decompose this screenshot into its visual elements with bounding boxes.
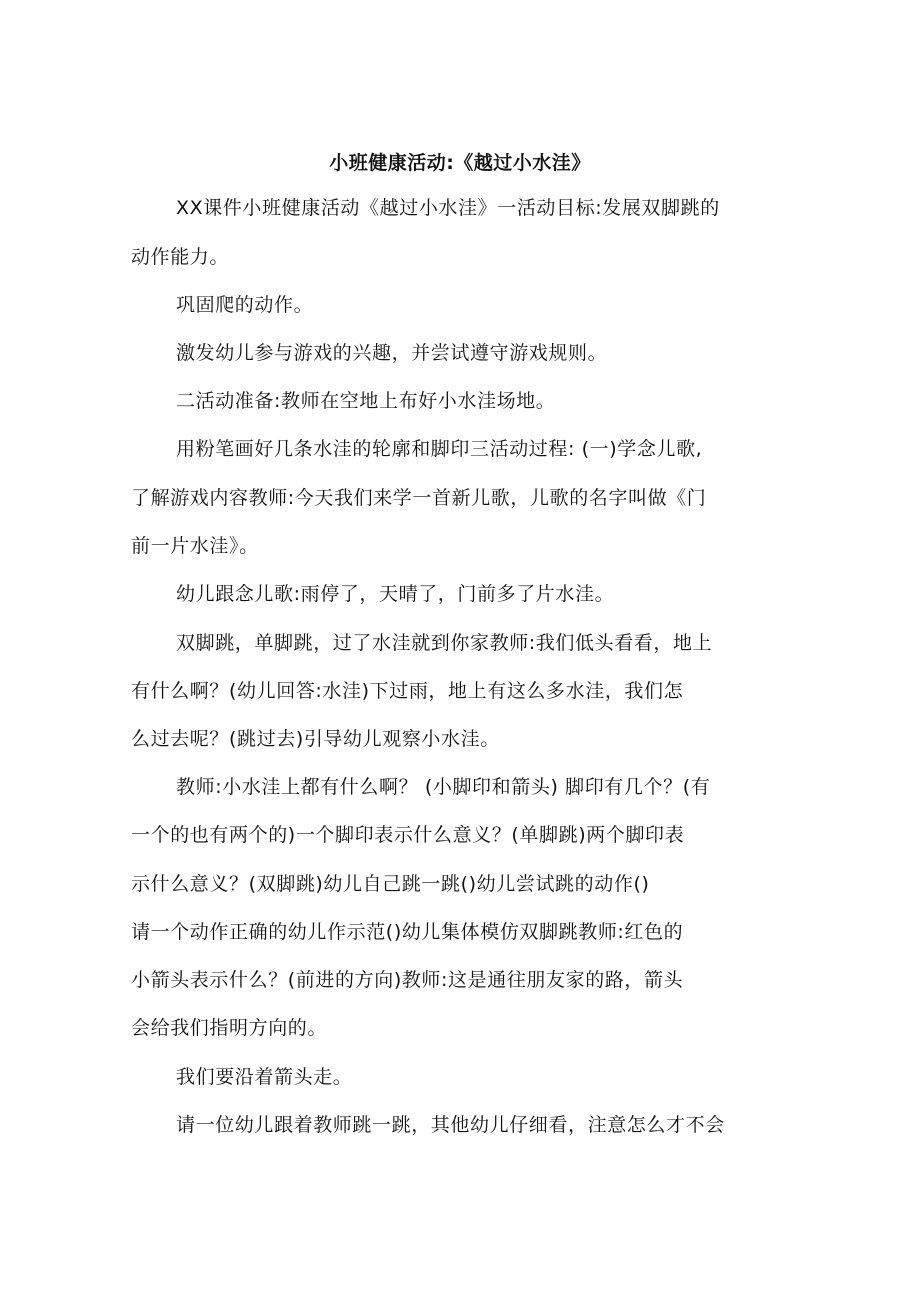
- paragraph-line: 幼儿跟念儿歌:雨停了，天晴了，门前多了片水洼。: [176, 583, 615, 605]
- paragraph-line: 巩固爬的动作。: [176, 294, 314, 316]
- paragraph-line: 前一片水洼》。: [131, 535, 259, 557]
- paragraph-line: 请一位幼儿跟着教师跳一跳，其他幼儿仔细看，注意怎么才不会: [176, 1114, 725, 1136]
- paragraph-line: 激发幼儿参与游戏的兴趣，并尝试遵守游戏规则。: [176, 342, 608, 364]
- paragraph-line: 我们要沿着箭头走。: [176, 1066, 353, 1088]
- paragraph-line: 了解游戏内容教师:今天我们来学一首新儿歌，儿歌的名字叫做《门: [131, 487, 707, 509]
- paragraph-line: 请一个动作正确的幼儿作示范()幼儿集体模仿双脚跳教师:红色的: [131, 921, 684, 943]
- paragraph-line: 教师:小水洼上都有什么啊？ (小脚印和箭头) 脚印有几个？(有: [176, 776, 711, 798]
- paragraph-line: 二活动准备:教师在空地上布好小水洼场地。: [176, 390, 556, 412]
- paragraph-line: 有什么啊？(幼儿回答:水洼)下过雨，地上有这么多水洼，我们怎: [131, 680, 684, 702]
- paragraph-line: 小箭头表示什么？(前进的方向)教师:这是通往朋友家的路，箭头: [131, 969, 684, 991]
- paragraph-line: 会给我们指明方向的。: [131, 1017, 328, 1039]
- paragraph-line: 么过去呢？(跳过去)引导幼儿观察小水洼。: [131, 728, 500, 750]
- paragraph-line: 一个的也有两个的)一个脚印表示什么意义？(单脚跳)两个脚印表: [131, 824, 685, 846]
- document-title: 小班健康活动:《越过小水洼》: [329, 152, 591, 174]
- paragraph-line: 动作能力。: [131, 246, 230, 268]
- paragraph-line: 示什么意义？(双脚跳)幼儿自己跳一跳()幼儿尝试跳的动作(): [131, 873, 650, 895]
- paragraph-line: 双脚跳，单脚跳，过了水洼就到你家教师:我们低头看看，地上: [176, 632, 713, 654]
- paragraph-line: XX课件小班健康活动《越过小水洼》一活动目标:发展双脚跳的: [176, 197, 720, 219]
- paragraph-line: 用粉笔画好几条水洼的轮廓和脚印三活动过程: (一)学念儿歌,: [176, 438, 703, 460]
